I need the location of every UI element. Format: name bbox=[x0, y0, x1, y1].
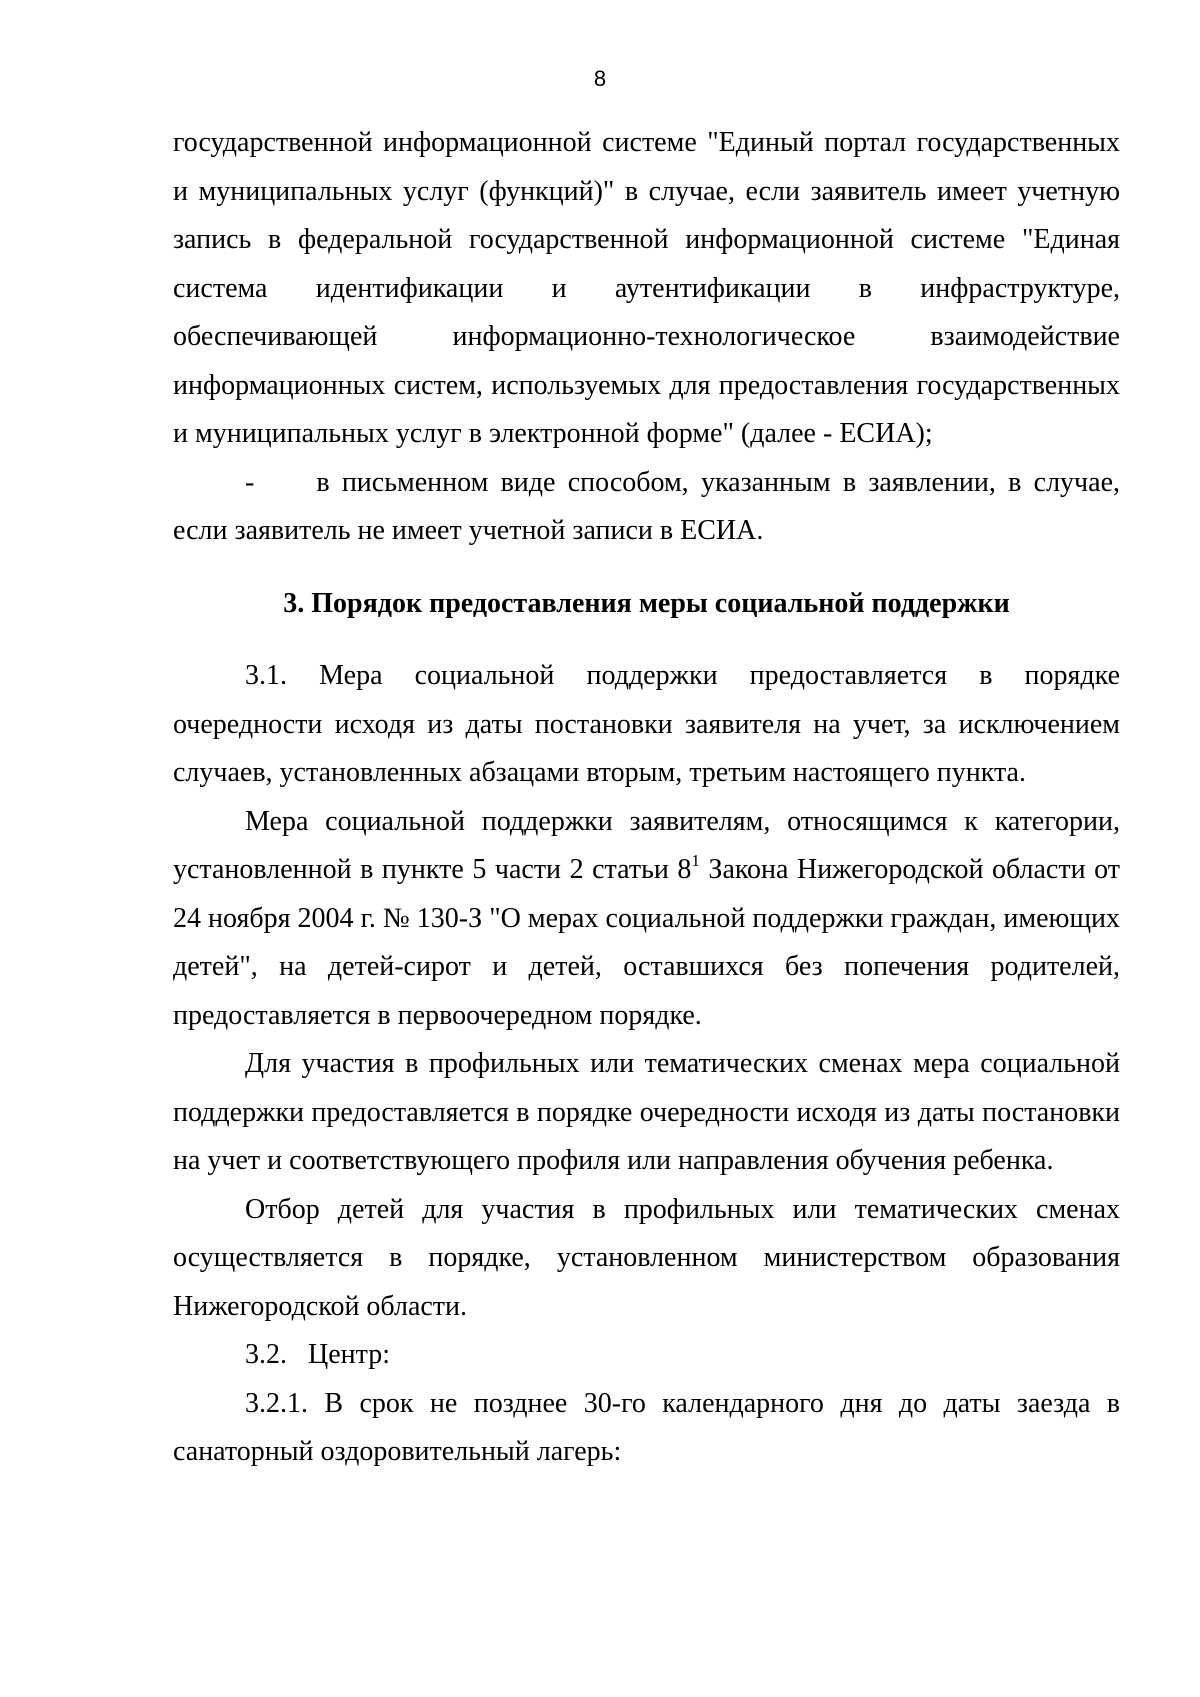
superscript-note: 1 bbox=[691, 851, 700, 870]
bullet-written-form bbox=[173, 459, 1120, 556]
bullet-dash: - bbox=[245, 466, 255, 498]
section-heading: 3. Порядок предоставления меры социальной поддержки bbox=[283, 587, 1010, 619]
paragraph-priority-category bbox=[173, 798, 1120, 1041]
paragraph-3-2: 3.2. Центр: bbox=[245, 1339, 390, 1370]
page-number: 8 bbox=[593, 66, 607, 91]
paragraph-3-2-1: 3.2.1. В срок не позднее 30-го календарного дня до даты заезда в санаторный оздоровительный лагерь: bbox=[173, 1387, 1120, 1467]
bullet-text: в письменном виде способом, указанным в заявлении, в случае, если заявитель не имеет учетной записи в ЕСИА. bbox=[173, 466, 1120, 546]
paragraph-child-selection: Отбор детей для участия в профильных или тематических сменах осуществляется в порядке, установленном министерством образования Нижегородской области. bbox=[173, 1193, 1120, 1322]
paragraph-3-1: 3.1. Мера социальной поддержки предоставляется в порядке очередности исходя из даты постановки заявителя на учет, за исключением случаев, установленных абзацами вторым, третьим настоящего пункта. bbox=[173, 660, 1120, 788]
paragraph-priority-part-b: Закона Нижегородской области от 24 ноября 2004 г. № 130-З "О мерах социальной поддержки граждан, имеющих детей", на детей-сирот и детей, оставшихся без попечения родителей, предоставляется в первоочередном порядке. bbox=[173, 854, 1120, 1031]
paragraph-esia-definition: государственной информационной системе "Единый портал государственных и муниципальных услуг (функций)" в случае, если заявитель имеет учетную запись в федеральной государственной информационной системе "Единая система идентификации и аутентификации в инфраструктуре, обеспечивающей информационно-технологическое взаимодействие информационных систем, используемых для предоставления государственных и муниципальных услуг в электронной форме" (далее - ЕСИА); bbox=[173, 127, 1120, 449]
paragraph-priority-part-a: Мера социальной поддержки заявителям, относящимся к категории, установленной в пункте 5 части 2 статьи 8 bbox=[173, 805, 1120, 885]
document-body bbox=[173, 119, 1120, 1477]
paragraph-profile-shifts: Для участия в профильных или тематических сменах мера социальной поддержки предоставляется в порядке очередности исходя из даты постановки на учет и соответствующего профиля или направления обучения ребенка. bbox=[173, 1048, 1120, 1176]
